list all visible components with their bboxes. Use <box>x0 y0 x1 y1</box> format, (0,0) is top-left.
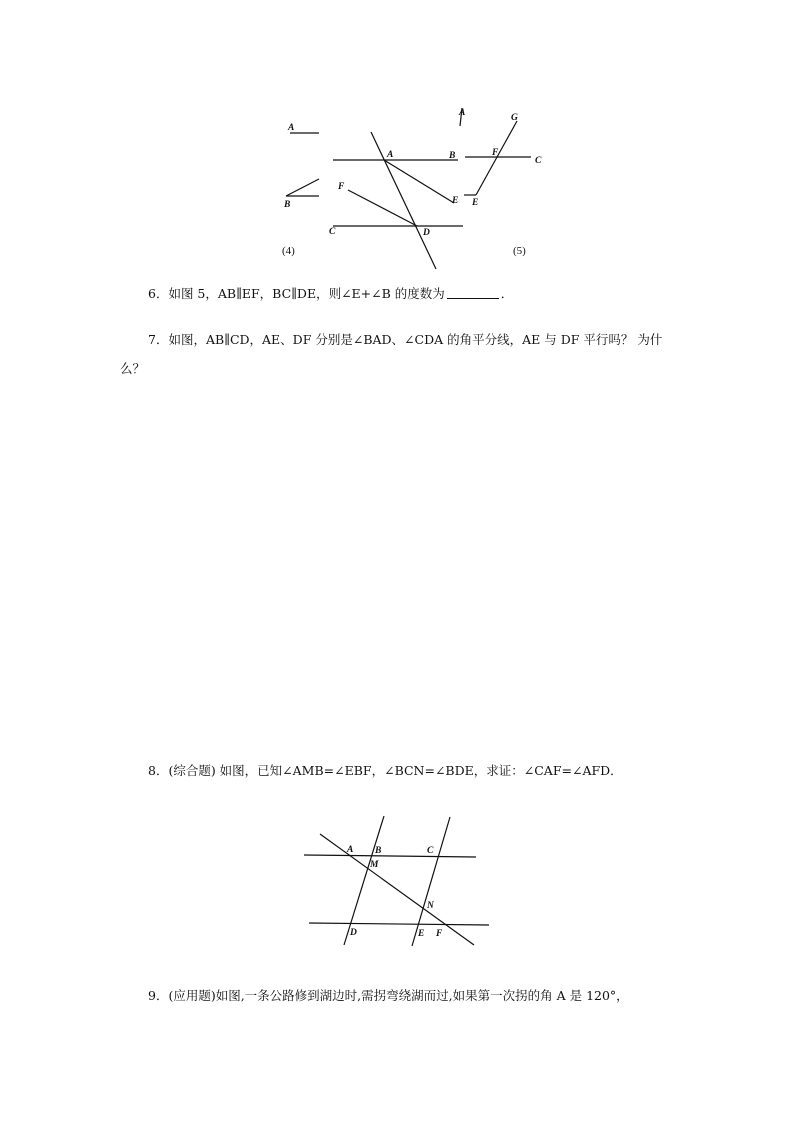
bottom-label-e: E <box>418 929 425 939</box>
fragment-label-b: B <box>284 200 291 210</box>
bottom-figure <box>0 800 794 960</box>
fragment-label-a: A <box>288 123 295 133</box>
fig5-caption: (5) <box>513 245 526 257</box>
line-af <box>320 834 474 945</box>
fig4-transversal <box>371 132 436 269</box>
fig4-label-b: B <box>449 151 456 161</box>
question-6-text: 6．如图 5，AB∥EF，BC∥DE，则∠E+∠B 的度数为 <box>148 286 445 301</box>
answer-blank[interactable] <box>447 285 499 299</box>
question-7-line-1: 7．如图，AB∥CD，AE、DF 分别是∠BAD、∠CDA 的角平分线，AE 与 DF 平行吗？ 为什 <box>148 332 663 347</box>
fig5-label-f: F <box>492 148 499 158</box>
fig4-label-d: D <box>423 228 430 238</box>
top-figures-svg <box>0 0 794 290</box>
bottom-label-d: D <box>350 928 357 938</box>
fig4-label-c: C <box>329 227 336 237</box>
question-6-end: ． <box>500 286 514 301</box>
fig5-label-a: A <box>459 108 466 118</box>
fragment-line-b-slant <box>286 179 319 196</box>
fig5-label-e: E <box>472 198 479 208</box>
question-7-line-2: 么？ <box>120 361 146 376</box>
fig4-label-f: F <box>338 182 345 192</box>
bottom-label-c: C <box>427 846 434 856</box>
fig5-label-g: G <box>511 113 518 123</box>
line-ce <box>412 817 450 946</box>
bottom-label-f: F <box>436 929 443 939</box>
bottom-label-m: M <box>370 860 379 870</box>
question-6 <box>148 283 513 305</box>
bottom-label-b: B <box>375 846 382 856</box>
fig4-label-a: A <box>387 150 394 160</box>
bottom-figure-svg <box>0 800 794 960</box>
line-bottom-horizontal <box>309 923 489 925</box>
top-figures <box>0 0 794 290</box>
question-8: 8．(综合题) 如图，已知∠AMB=∠EBF，∠BCN=∠BDE，求证：∠CAF=∠AFD． <box>148 763 623 778</box>
question-9: 9．(应用题)如图,一条公路修到湖边时,需拐弯绕湖而过,如果第一次拐的角 A 是 120°， <box>148 988 629 1003</box>
bottom-label-n: N <box>427 901 434 911</box>
bottom-label-a: A <box>347 845 354 855</box>
line-top-horizontal <box>304 855 476 857</box>
fig5-label-c: C <box>535 156 542 166</box>
fig5-line-ge <box>476 121 517 195</box>
fig4-label-e: E <box>452 196 459 206</box>
fig4-caption: (4) <box>282 245 295 257</box>
line-bd <box>344 816 384 945</box>
